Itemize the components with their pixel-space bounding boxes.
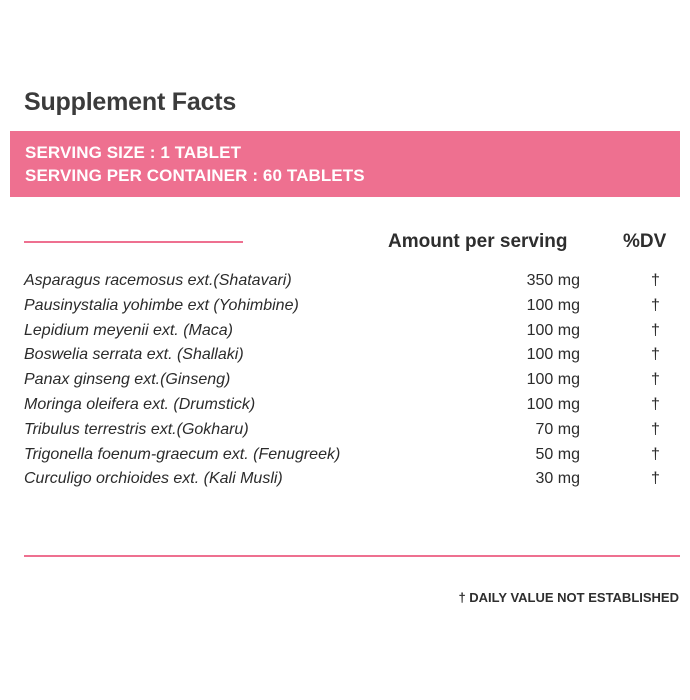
ingredient-dv: † <box>651 272 660 289</box>
ingredient-amount: 50 mg <box>535 445 580 463</box>
ingredient-name: Boswelia serrata ext. (Shallaki) <box>24 346 244 364</box>
ingredient-dv: † <box>651 470 660 488</box>
ingredient-row <box>0 396 690 421</box>
ingredient-name: Asparagus racemosus ext.(Shatavari) <box>24 272 292 289</box>
ingredient-dv: † <box>651 346 660 364</box>
ingredient-amount: 100 mg <box>526 395 580 413</box>
serving-banner <box>10 131 680 197</box>
amount-column-header: Amount per serving <box>388 231 568 252</box>
ingredient-dv: † <box>651 321 660 339</box>
page-title: Supplement Facts <box>24 88 237 116</box>
serving-per-container: SERVING PER CONTAINER : 60 TABLETS <box>25 166 365 185</box>
ingredient-row <box>0 346 690 371</box>
ingredient-row <box>0 272 690 297</box>
ingredient-name: Trigonella foenum-graecum ext. (Fenugreek) <box>24 445 341 463</box>
ingredient-dv: † <box>651 371 660 389</box>
ingredient-amount: 30 mg <box>535 470 580 488</box>
ingredient-row <box>0 371 690 396</box>
ingredient-name: Lepidium meyenii ext. (Maca) <box>24 321 233 339</box>
ingredient-name: Tribulus terrestris ext.(Gokharu) <box>24 420 249 438</box>
dv-column-header: %DV <box>623 231 667 252</box>
ingredient-name: Curculigo orchioides ext. (Kali Musli) <box>24 470 283 488</box>
ingredient-amount: 100 mg <box>526 371 580 389</box>
ingredient-name: Panax ginseng ext.(Ginseng) <box>24 371 231 389</box>
header-divider <box>24 241 243 243</box>
ingredient-amount: 100 mg <box>526 296 580 314</box>
ingredient-row <box>0 470 690 495</box>
ingredient-list <box>0 272 690 495</box>
ingredient-row <box>0 446 690 471</box>
ingredient-row <box>0 421 690 446</box>
ingredient-amount: 100 mg <box>526 346 580 364</box>
footer-divider <box>24 555 680 557</box>
ingredient-name: Pausinystalia yohimbe ext (Yohimbine) <box>24 296 299 314</box>
ingredient-dv: † <box>651 296 660 314</box>
ingredient-amount: 350 mg <box>526 272 580 289</box>
daily-value-footnote: † DAILY VALUE NOT ESTABLISHED <box>458 590 679 605</box>
ingredient-name: Moringa oleifera ext. (Drumstick) <box>24 395 256 413</box>
ingredient-row <box>0 322 690 347</box>
ingredient-amount: 100 mg <box>526 321 580 339</box>
ingredient-amount: 70 mg <box>535 420 580 438</box>
ingredient-row <box>0 297 690 322</box>
serving-size: SERVING SIZE : 1 TABLET <box>25 143 242 162</box>
ingredient-dv: † <box>651 445 660 463</box>
ingredient-dv: † <box>651 395 660 413</box>
ingredient-dv: † <box>651 420 660 438</box>
